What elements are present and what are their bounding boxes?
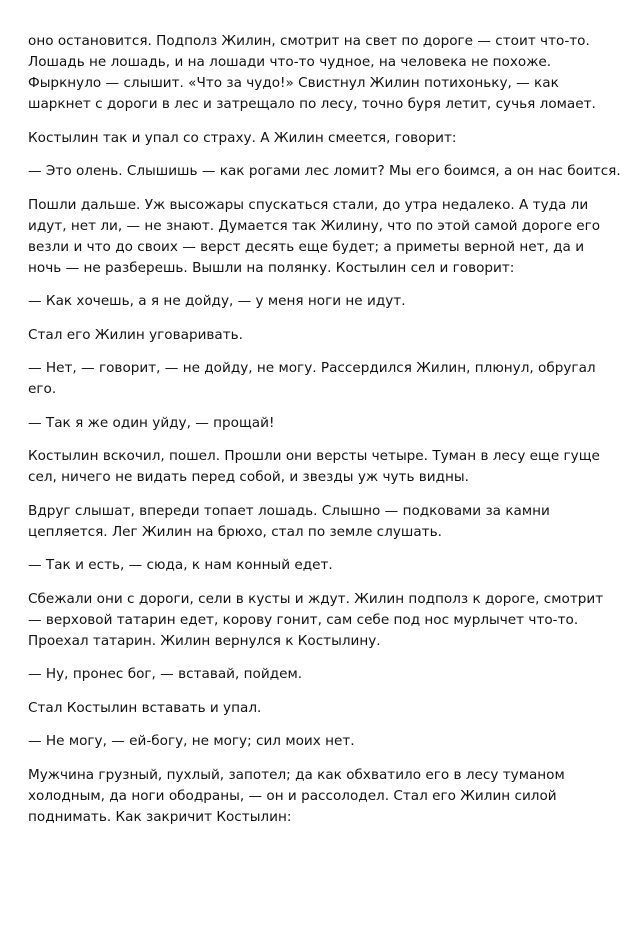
paragraph: Стал Костылин вставать и упал. — [28, 699, 262, 716]
paragraph: Мужчина грузный, пухлый, запотел; да как обхватило его в лесу туманом холодным, да ноги ободраны, — он и рассолодел. Стал его Жилин силой поднимать. Как закричит Костылин: — [28, 766, 565, 825]
paragraph: — Так я же один уйду, — прощай! — [28, 414, 275, 431]
paragraph: Пошли дальше. Уж высожары спускаться стали, до утра недалеко. А туда ли идут, нет ли, — не знают. Думается так Жилину, что по этой самой дороге его везли и что до своих — верст десять еще будет; а приметы верной нет, да и ночь — не разберешь. Вышли на полянку. Костылин сел и говорит: — [28, 196, 601, 276]
paragraph: — Это олень. Слышишь — как рогами лес ломит? Мы его боимся, а он нас боится. — [28, 163, 621, 179]
paragraph: — Не могу, — ей-богу, не могу; сил моих нет. — [28, 733, 355, 749]
paragraph: оно остановится. Подполз Жилин, смотрит на свет по дороге — стоит что-то. Лошадь не лошадь, и на лошади что-то чудное, на человека не похоже. Фыркнуло — слышит. «Что за чудо!» Свистнул Жилин потихоньку, — как шаркнет с дороги в лес и затрещало по лесу, точно буря летит, сучья ломает. — [28, 33, 596, 112]
paragraph: Стал его Жилин уговаривать. — [28, 326, 244, 343]
paragraph: — Нет, — говорит, — не дойду, не могу. Рассердился Жилин, плюнул, обругал его. — [28, 360, 596, 397]
paragraph: — Ну, пронес бог, — вставай, пойдем. — [28, 666, 303, 682]
paragraph: Костылин вскочил, пошел. Прошли они версты четыре. Туман в лесу еще гуще сел, ничего не видать перед собой, и звезды уж чуть видны. — [28, 448, 600, 485]
paragraph: Костылин так и упал со страху. А Жилин смеется, говорит: — [28, 129, 457, 146]
paragraph: Вдруг слышат, впереди топает лошадь. Слышно — подковами за камни цепляется. Лег Жилин на брюхо, стал по земле слушать. — [28, 502, 550, 540]
paragraph: Сбежали они с дороги, сели в кусты и ждут. Жилин подполз к дороге, смотрит — верховой татарин едет, корову гонит, сам себе под нос мурлычет что-то. Проехал татарин. Жилин вернулся к Костылину. — [28, 590, 604, 649]
paragraph: — Как хочешь, а я не дойду, — у меня ноги не идут. — [28, 293, 406, 309]
paragraph: — Так и есть, — сюда, к нам конный едет. — [28, 557, 333, 573]
